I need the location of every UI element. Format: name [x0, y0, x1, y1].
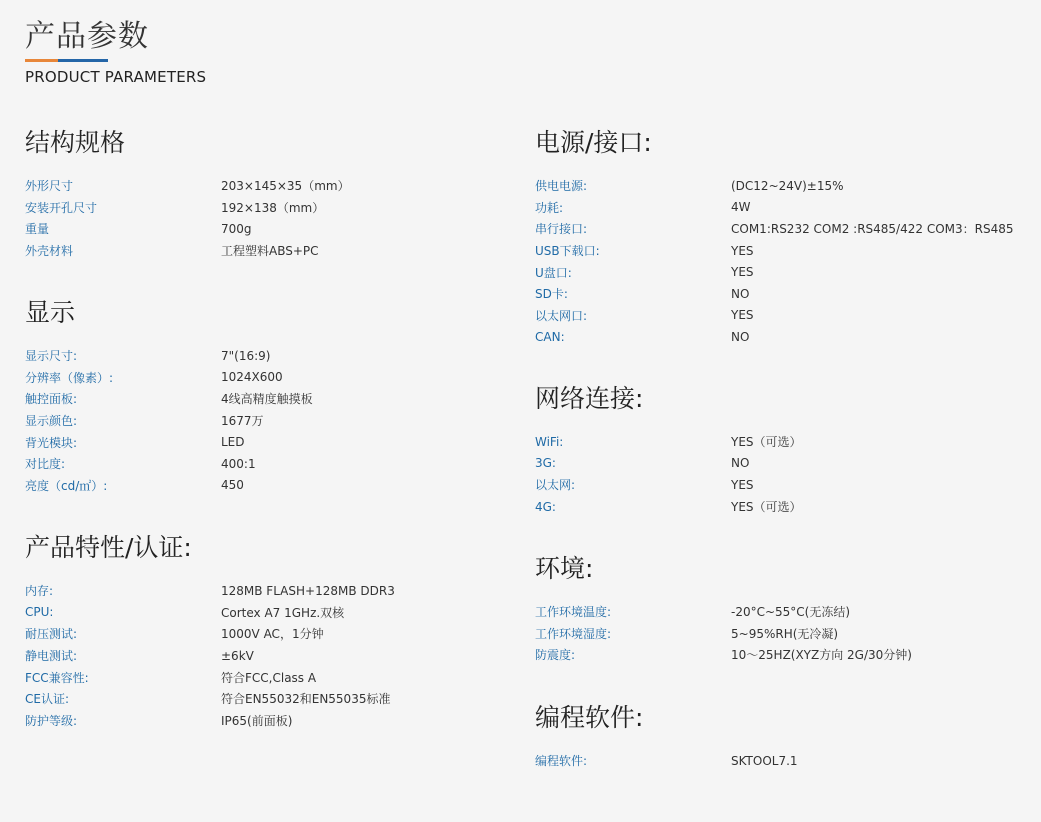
spec-row: [535, 218, 1015, 240]
underline-blue-segment: [58, 59, 108, 62]
spec-label: 防护等级:: [25, 713, 78, 728]
spec-list: [535, 601, 1015, 666]
spec-row: [25, 197, 505, 219]
spec-label: WiFi:: [535, 434, 564, 449]
spec-label: 以太网:: [535, 478, 576, 493]
spec-row: [25, 175, 505, 197]
spec-value: YES: [731, 265, 754, 280]
spec-label: 分辨率（像素）:: [25, 370, 114, 385]
spec-row: [535, 474, 1015, 496]
section-title: 环境:: [535, 554, 594, 583]
spec-value: 工程塑料ABS+PC: [221, 244, 319, 259]
spec-value: 700g: [221, 221, 252, 236]
spec-value: YES（可选）: [731, 500, 802, 515]
spec-row: [535, 175, 1015, 197]
spec-row: [25, 645, 505, 667]
spec-row: [25, 710, 505, 732]
spec-row: [25, 688, 505, 710]
spec-value: 400:1: [221, 456, 256, 471]
spec-row: [535, 326, 1015, 348]
section-title: 网络连接:: [535, 384, 644, 413]
spec-value: IP65(前面板): [221, 713, 293, 728]
spec-row: [535, 261, 1015, 283]
spec-label: 供电电源:: [535, 179, 588, 194]
spec-value: YES: [731, 308, 754, 323]
spec-label: 防震度:: [535, 648, 576, 663]
spec-value: YES: [731, 243, 754, 258]
spec-row: [535, 750, 1015, 772]
spec-row: [25, 666, 505, 688]
spec-label: 耐压测试:: [25, 627, 78, 642]
spec-row: [535, 283, 1015, 305]
spec-row: [535, 240, 1015, 262]
spec-label: 串行接口:: [535, 222, 588, 237]
spec-row: [25, 367, 505, 389]
spec-label: 触控面板:: [25, 392, 78, 407]
spec-label: 外形尺寸: [25, 179, 74, 194]
spec-label: CAN:: [535, 329, 565, 344]
spec-value: 1677万: [221, 414, 264, 429]
spec-value: 1024X600: [221, 370, 283, 385]
spec-label: 安装开孔尺寸: [25, 200, 98, 215]
spec-value: 7"(16:9): [221, 348, 271, 363]
spec-row: [535, 644, 1015, 666]
spec-label: 以太网口:: [535, 308, 588, 323]
spec-row: [25, 388, 505, 410]
spec-row: [25, 410, 505, 432]
spec-label: 4G:: [535, 499, 556, 514]
spec-row: [25, 218, 505, 240]
spec-row: [25, 345, 505, 367]
spec-label: U盘口:: [535, 265, 572, 280]
spec-label: 静电测试:: [25, 649, 78, 664]
spec-value: NO: [731, 329, 750, 344]
spec-value: 4W: [731, 200, 751, 215]
spec-value: NO: [731, 286, 750, 301]
spec-row: [25, 580, 505, 602]
spec-list: [535, 750, 1015, 772]
spec-value: 450: [221, 478, 244, 493]
spec-row: [535, 496, 1015, 518]
spec-value: LED: [221, 435, 245, 450]
page-subtitle: PRODUCT PARAMETERS: [25, 68, 207, 86]
spec-label: 外壳材料: [25, 244, 74, 259]
spec-list: [25, 580, 505, 731]
spec-value: 192×138（mm）: [221, 200, 325, 215]
section-environment: [535, 554, 1015, 666]
spec-value: 10～25HZ(XYZ方向 2G/30分钟): [731, 648, 912, 663]
spec-value: ±6kV: [221, 648, 254, 663]
spec-value: YES（可选）: [731, 435, 802, 450]
spec-value: -20°C~55°C(无冻结): [731, 605, 851, 620]
spec-label: SD卡:: [535, 287, 568, 302]
section-software: [535, 703, 1015, 772]
section-title: 产品特性/认证:: [25, 533, 192, 562]
spec-list: [25, 345, 505, 496]
spec-label: 亮度（cd/㎡）:: [25, 478, 108, 493]
section-network: [535, 384, 1015, 517]
page-header: [25, 18, 206, 87]
spec-row: [25, 623, 505, 645]
spec-value: COM1:RS232 COM2 :RS485/422 COM3：RS485: [731, 222, 1014, 237]
section-features: [25, 533, 505, 731]
spec-row: [535, 305, 1015, 327]
spec-row: [535, 601, 1015, 623]
section-title: 编程软件:: [535, 703, 644, 732]
section-power: [535, 128, 1015, 348]
section-title: 电源/接口:: [535, 128, 652, 157]
spec-row: [25, 602, 505, 624]
spec-row: [535, 453, 1015, 475]
spec-value: 5~95%RH(无冷凝): [731, 626, 839, 641]
spec-value: 4线高精度触摸板: [221, 392, 313, 407]
spec-row: [25, 240, 505, 262]
spec-value: Cortex A7 1GHz.双核: [221, 605, 345, 620]
spec-row: [25, 453, 505, 475]
spec-row: [535, 623, 1015, 645]
section-display: [25, 298, 505, 496]
spec-label: 3G:: [535, 456, 556, 471]
underline-orange-segment: [25, 59, 58, 62]
title-underline: [25, 59, 108, 62]
spec-label: 编程软件:: [535, 754, 588, 769]
spec-label: CPU:: [25, 605, 54, 620]
spec-list: [25, 175, 505, 261]
spec-list: [535, 431, 1015, 517]
spec-value: YES: [731, 477, 754, 492]
spec-label: 背光模块:: [25, 435, 78, 450]
spec-label: 重量: [25, 222, 50, 237]
spec-label: CE认证:: [25, 692, 70, 707]
spec-label: 内存:: [25, 584, 54, 599]
section-title: 显示: [25, 298, 76, 327]
spec-label: 工作环境湿度:: [535, 626, 612, 641]
spec-label: 功耗:: [535, 200, 564, 215]
spec-row: [25, 431, 505, 453]
page-title: 产品参数: [25, 19, 149, 54]
spec-value: 203×145×35（mm）: [221, 179, 350, 194]
spec-label: FCC兼容性:: [25, 670, 89, 685]
spec-row: [535, 197, 1015, 219]
spec-value: (DC12~24V)±15%: [731, 178, 844, 193]
section-title: 结构规格: [25, 128, 126, 157]
spec-label: 工作环境温度:: [535, 605, 612, 620]
spec-value: 128MB FLASH+128MB DDR3: [221, 583, 395, 598]
spec-value: SKTOOL7.1: [731, 753, 798, 768]
spec-row: [25, 475, 505, 497]
spec-value: NO: [731, 456, 750, 471]
spec-label: 显示颜色:: [25, 414, 78, 429]
spec-row: [535, 431, 1015, 453]
spec-value: 符合EN55032和EN55035标准: [221, 692, 391, 707]
spec-value: 符合FCC,Class A: [221, 670, 317, 685]
spec-label: USB下载口:: [535, 244, 600, 259]
spec-value: 1000V AC，1分钟: [221, 627, 324, 642]
spec-label: 显示尺寸:: [25, 349, 78, 364]
spec-label: 对比度:: [25, 457, 66, 472]
section-structure: [25, 128, 505, 261]
spec-list: [535, 175, 1015, 348]
